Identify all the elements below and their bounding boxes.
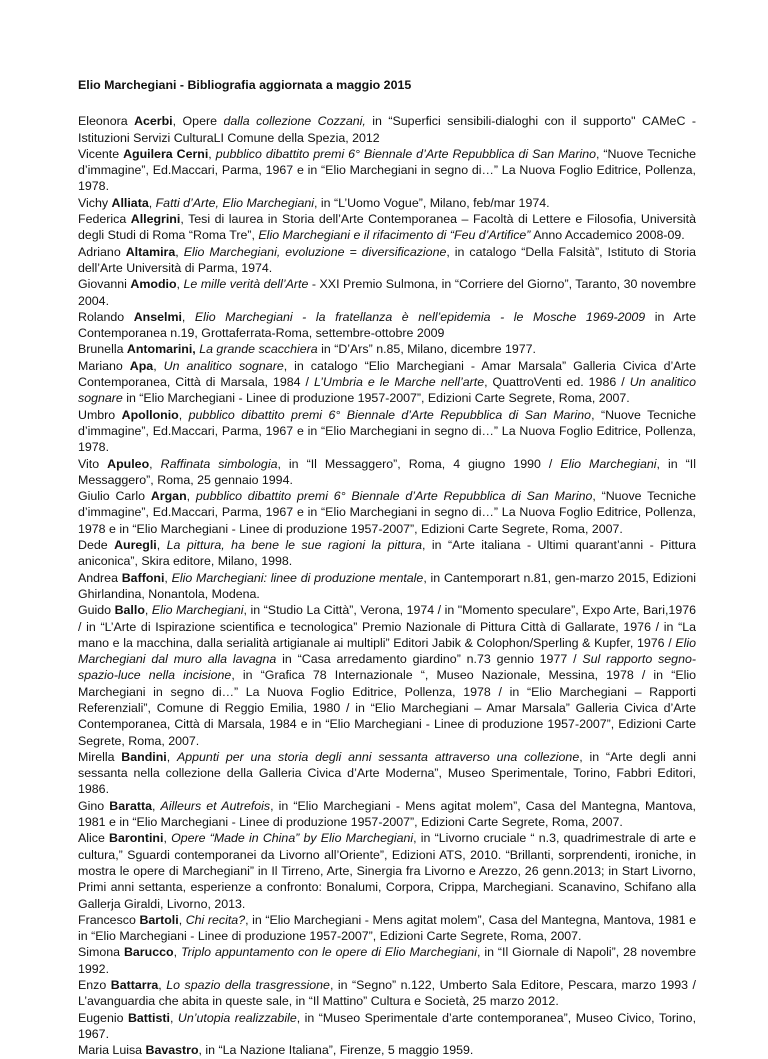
entry-text: , [176, 277, 184, 292]
work-title: Chi recita? [185, 912, 246, 927]
bibliography-entry [78, 309, 696, 342]
bibliography-entry [78, 602, 696, 749]
entry-text: Mirella [78, 749, 122, 764]
entry-text: Andrea [78, 570, 122, 585]
bibliography-entry [78, 798, 696, 831]
bibliography-entry [78, 244, 696, 277]
author-surname: Amodio [130, 277, 177, 292]
work-title: Fatti d’Arte, Elio Marchegiani [155, 195, 315, 210]
entry-text: , [149, 456, 161, 471]
entry-text: , Opere [172, 114, 224, 129]
author-surname: Bandini [121, 749, 167, 764]
entry-text: Mariano [78, 358, 130, 373]
entry-text: Umbro [78, 407, 122, 422]
author-surname: Barontini [109, 831, 164, 846]
author-surname: Anselmi [133, 309, 182, 324]
bibliography-entry [78, 977, 696, 1010]
entry-text: , Tesi di laurea in Storia dell’Arte Contemporanea – Facoltà di Lettere e Filosofia, Università degli Studi di Roma “Roma Tre”, [78, 212, 696, 243]
entry-text: , [158, 978, 167, 993]
entry-text: , [178, 407, 189, 422]
entry-text: Federica [78, 212, 131, 227]
entry-text: , [148, 195, 156, 210]
entry-text: , in “Studio La Città”, Verona, 1974 / in "Momento speculare”, Expo Arte, Bari,1976 / in “L’Arte di Ispirazione scientifica e tecnologica” Premio Nazionale di Pittura Città di Gallarate, 1976 / in “La mano e la macchina, dalla serialità artigianale ai multipli” Editori Jabik & Colophon/Sperling & Kupfer, 1976 / [78, 603, 696, 650]
entry-text: Simona [78, 945, 124, 960]
entry-text: , [164, 570, 172, 585]
author-surname: Allegrini [130, 212, 181, 227]
entry-text: , [208, 146, 216, 161]
entry-text: , in “Il Giornale di Napoli”, 28 novembre 1992. [78, 945, 697, 976]
author-surname: Antomarini, [126, 342, 196, 357]
entry-text: , in “Elio Marchegiani - Mens agitat molem”, Casa del Mantegna, Mantova, 1981 e in “Elio Marchegiani - Linee di produzione 1957-2007”, Edizioni Carte Segrete, Roma, 2007. [78, 912, 696, 944]
author-surname: Argan [150, 489, 187, 504]
entry-text: , [178, 912, 186, 927]
entry-text: , “Nuove Tecniche d’immagine”, Ed.Maccari, Parma, 1967 e in “Elio Marchegiani in segno di…” La Nuova Foglio Editrice, Pollenza, 1978 e in “Elio Marchegiani - Linee di produzione 1957-2007”, Edizioni Carte Segrete, Roma, 2007. [78, 489, 696, 536]
work-title: Un’utopia realizzabile [177, 1010, 297, 1025]
work-title: Elio Marchegiani [151, 603, 244, 618]
entry-text: Eleonora [78, 114, 135, 129]
bibliography-entry [78, 358, 696, 407]
entry-text: Eugenio [78, 1010, 128, 1025]
author-surname: Apuleo [107, 456, 150, 471]
bibliography-entry [78, 1010, 696, 1043]
work-title: Elio Marchegiani e il rifacimento di “Feu d’Artifice” [258, 228, 531, 243]
entry-text: in “D’Ars” n.85, Milano, dicembre 1977. [317, 342, 536, 357]
bibliography-entry [78, 1042, 696, 1058]
author-surname: Ballo [114, 603, 145, 618]
author-surname: Apollonio [121, 407, 179, 422]
work-title: Opere “Made in China” by Elio Marchegiani [171, 831, 414, 846]
work-title: Elio Marchegiani [560, 456, 657, 471]
entry-text: , in “Segno” n.122, Umberto Sala Editore, Pescara, marzo 1993 / L’avanguardia che abita in queste sale, in “Il Mattino” Cultura e Società, 25 marzo 2012. [78, 978, 696, 1009]
entry-text: , [151, 798, 161, 813]
work-title: La pittura, ha bene le sue ragioni la pittura [166, 538, 423, 553]
entry-text: , in “Elio Marchegiani - Mens agitat molem”, Casa del Mantegna, Mantova, 1981 e in “Elio Marchegiani - Linee di produzione 1957-2007”, Edizioni Carte Segrete, Roma, 2007. [78, 798, 696, 830]
bibliography-entry [78, 488, 696, 537]
entry-text: , in “Il Messaggero”, Roma, 4 giugno 1990 / [277, 456, 561, 471]
bibliography-entry [78, 456, 696, 489]
entry-text: , in “Museo Sperimentale d’arte contemporanea”, Museo Civico, Torino, 1967. [78, 1010, 697, 1041]
entry-text: Vicente [78, 146, 124, 161]
entry-text: , [181, 309, 195, 324]
entry-text: Enzo [78, 978, 111, 993]
entry-text: Giulio Carlo [78, 489, 151, 504]
bibliography-entry [78, 146, 696, 195]
entry-text: , in “Arte degli anni sessanta nella collezione della Galleria Civica d’Arte Moderna”, Museo Sperimentale, Torino, Fabbri Editori, 1986. [78, 749, 696, 797]
entry-text: , [163, 831, 172, 846]
entry-text: Giovanni [78, 277, 131, 292]
work-title: Ailleurs et Autrefois [160, 798, 271, 813]
entry-text: , in “Il Messaggero”, Roma, 25 gennaio 1994. [78, 456, 696, 487]
work-title: pubblico dibattito premi 6° Biennale d’Arte Repubblica di San Marino [195, 489, 593, 504]
entry-text: in “Superfici sensibili-dialoghi con il supporto" CAMeC - Istituzioni Servizi CulturaLI Comune della Spezia, 2012 [78, 114, 696, 145]
work-title: Un analitico sognare [163, 358, 284, 373]
bibliography-entry [78, 944, 696, 977]
entry-text: , [169, 1010, 178, 1025]
entry-text: , in Cantemporart n.81, gen-marzo 2015, Edizioni Ghirlandina, Nonantola, Modena. [78, 570, 696, 601]
bibliography-entry [78, 211, 696, 244]
work-title: Lo spazio della trasgressione [166, 978, 330, 993]
work-title: Elio Marchegiani - la fratellanza è nell’epidemia - le Mosche 1969-2009 [194, 309, 646, 324]
bibliography-entry [78, 912, 696, 945]
work-title: Un analitico sognare [78, 375, 696, 406]
entry-text: , [186, 489, 196, 504]
bibliography-entry [78, 341, 696, 357]
entry-text: , “Nuove Tecniche d’immagine”, Ed.Maccari, Parma, 1967 e in “Elio Marchegiani in segno di…” La Nuova Foglio Editrice, Pollenza, 1978. [78, 407, 697, 455]
work-title: Raffinata simbologia [160, 456, 278, 471]
work-title: Elio Marchegiani dal muro alla lavagna [78, 635, 696, 667]
author-surname: Baratta [109, 798, 152, 813]
author-surname: Bavastro [145, 1043, 199, 1058]
entry-text: , [144, 603, 152, 618]
entry-text: , “Nuove Tecniche d’immagine”, Ed.Maccari, Parma, 1967 e in “Elio Marchegiani in segno di…” La Nuova Foglio Editrice, Pollenza, 1978. [78, 146, 696, 194]
author-surname: Alliata [111, 195, 149, 210]
entry-text: , [166, 749, 177, 764]
work-title: Appunti per una storia degli anni sessanta attraverso una collezione [176, 749, 580, 764]
entry-text: , in “Arte italiana - Ultimi quarant’anni - Pittura aniconica”, Skira editore, Milano, 1998. [78, 538, 696, 569]
work-title: Triplo appuntamento con le opere di Elio Marchegiani [180, 945, 477, 960]
entry-text: Alice [78, 831, 110, 846]
entry-text: , [156, 538, 167, 553]
author-surname: Bartoli [139, 912, 179, 927]
entry-text: , [173, 945, 181, 960]
entry-text: Anno Accademico 2008-09. [530, 228, 685, 243]
bibliography-entry [78, 195, 696, 211]
entry-text: Dede [78, 538, 115, 553]
author-surname: Battisti [127, 1010, 170, 1025]
bibliography-list [78, 113, 696, 1058]
work-title: L’Umbria e le Marche nell’arte [313, 375, 485, 390]
entry-text: Francesco [78, 912, 140, 927]
entry-text: in Arte Contemporanea n.19, Grottaferrata-Roma, settembre-ottobre 2009 [78, 309, 696, 341]
author-surname: Apa [129, 358, 154, 373]
bibliography-entry [78, 830, 696, 911]
work-title: Sul rapporto segno-spazio-luce nella incisione [78, 652, 696, 683]
entry-text: , in catalogo “Della Falsità”, Istituto di Storia dell’Arte Università di Parma, 1974. [78, 244, 697, 275]
entry-text: , QuattroVenti ed. 1986 / [484, 375, 630, 390]
work-title: La grande scacchiera [199, 342, 318, 357]
work-title: Elio Marchegiani, evoluzione = diversificazione [183, 244, 447, 259]
entry-text: Gino [78, 798, 110, 813]
bibliography-entry [78, 749, 696, 798]
entry-text: , in “L’Uomo Vogue”, Milano, feb/mar 1974. [314, 195, 550, 210]
author-surname: Battarra [110, 978, 159, 993]
work-title: dalla collezione Cozzani, [223, 114, 366, 129]
entry-text: - XXI Premio Sulmona, in “Corriere del Giorno”, Taranto, 30 novembre 2004. [78, 277, 696, 308]
bibliography-entry [78, 113, 696, 146]
entry-text: Adriano [78, 244, 126, 259]
author-surname: Baffoni [121, 570, 165, 585]
entry-text: , in “La Nazione Italiana”, Firenze, 5 maggio 1959. [198, 1043, 474, 1058]
entry-text: in “Casa arredamento giardino” n.73 gennio 1977 / [276, 652, 583, 667]
entry-text: Brunella [78, 342, 127, 357]
author-surname: Acerbi [134, 114, 173, 129]
author-surname: Barucco [123, 945, 174, 960]
work-title: Elio Marchegiani: linee di produzione mentale [171, 570, 424, 585]
entry-text: Vito [78, 456, 108, 471]
author-surname: Auregli [114, 538, 157, 553]
entry-text: Rolando [78, 309, 134, 324]
entry-text: Guido [78, 603, 115, 618]
work-title: Le mille verità dell’Arte [183, 277, 309, 292]
entry-text: , in “Livorno cruciale “ n.3, quadrimestrale di arte e cultura,” Sguardi contemporanei da Livorno all’Oriente”, Edizioni ATS, 2010. “Brillanti, sorprendenti, ironiche, in mostra le opere di Marchegiani” in Il Tirreno, Arte, Sinergia fra Livorno e Arezzo, 26 genn.2013; in Start Livorno, Primi anni settanta, esperienze a confronto: Bonalumi, Corpora, Crippa, Marchegiani. Scanavino, Schifano alla Gallerja Giraldi, Livorno, 2013. [78, 831, 696, 911]
bibliography-entry [78, 537, 696, 570]
entry-text: , in “Grafica 78 Internazionale “, Museo Nazionale, Messina, 1978 / in “Elio Marchegiani in segno di…” La Nuova Foglio Editrice, Pollenza, 1978 / in “Elio Marchegiani – Rapporti Referenziali”, Comune di Reggio Emilia, 1980 / in “Elio Marchegiani – Amar Marsala” Galleria Civica d’Arte Contemporanea, Città di Marsala, 1984 e in “Elio Marchegiani - Linee di produzione 1957-2007”, Edizioni Carte Segrete, Roma, 2007. [78, 668, 696, 748]
entry-text: Vichy [78, 195, 112, 210]
work-title: pubblico dibattito premi 6° Biennale d’Arte Repubblica di San Marino [215, 146, 596, 161]
entry-text: , [175, 244, 184, 259]
entry-text: , in catalogo “Elio Marchegiani - Amar Marsala” Galleria Civica d’Arte Contemporanea, Città di Marsala, 1984 / [78, 358, 696, 390]
author-surname: Altamira [125, 244, 176, 259]
author-surname: Aguilera Cerni [123, 146, 209, 161]
entry-text: , [153, 358, 164, 373]
entry-text: Maria Luisa [78, 1043, 146, 1058]
entry-text: in “Elio Marchegiani - Linee di produzione 1957-2007”, Edizioni Carte Segrete, Roma, 2007. [122, 391, 630, 406]
bibliography-entry [78, 570, 696, 603]
bibliography-entry [78, 407, 696, 456]
document-title: Elio Marchegiani - Bibliografia aggiornata a maggio 2015 [78, 78, 412, 92]
bibliography-entry [78, 276, 696, 309]
work-title: pubblico dibattito premi 6° Biennale d’Arte Repubblica di San Marino [188, 407, 592, 422]
